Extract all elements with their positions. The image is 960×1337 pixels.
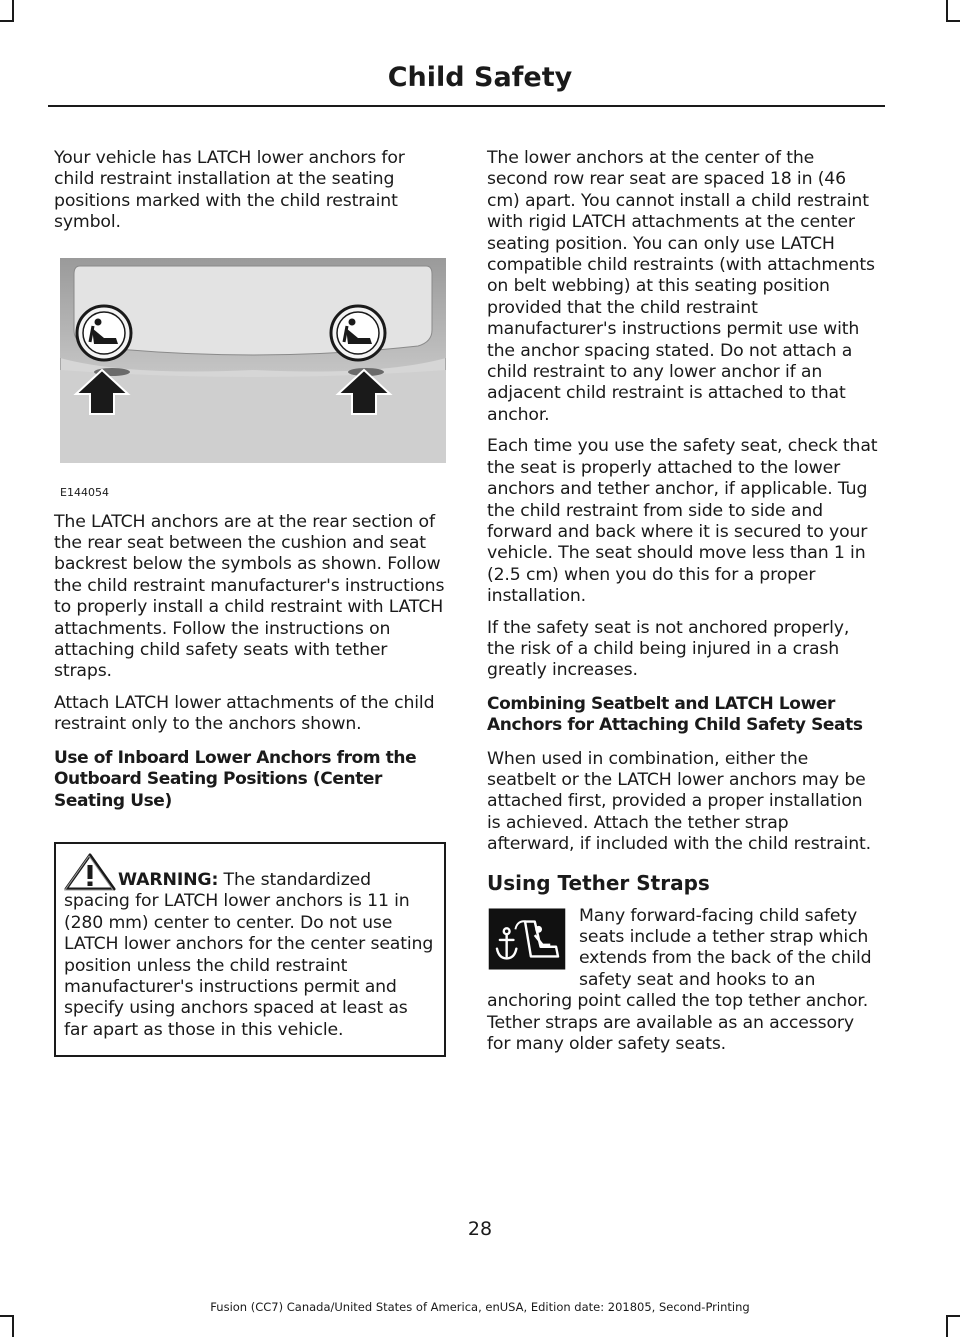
crop-mark: [12, 1315, 14, 1337]
figure-code: E144054: [60, 485, 109, 499]
tether-anchor-icon: [487, 908, 567, 970]
crop-mark: [946, 1315, 948, 1337]
center-anchors-paragraph: The lower anchors at the center of the second row rear seat are spaced 18 in (46 cm) apart. You cannot install a child restraint with rigid LATCH attachments at the center seating position. You can only use LATCH compatible child restraints (with attachments on belt webbing) at this seating position provided that the child restraint manufacturer's instructions permit use with the anchor spacing stated. Do not attach a child restraint to any lower anchor if an adjacent child restraint is attached to that anchor.: [487, 148, 875, 425]
risk-paragraph: If the safety seat is not anchored properly, the risk of a child being injured in a crash greatly increases.: [487, 617, 850, 681]
warning-label: WARNING:: [118, 869, 219, 890]
crop-mark: [946, 0, 948, 22]
right-column: [487, 148, 879, 1065]
inboard-anchors-heading: Use of Inboard Lower Anchors from the Outboard Seating Positions (Center Seating Use): [54, 747, 417, 811]
page-title: Child Safety: [387, 62, 573, 93]
crop-mark: [0, 1315, 14, 1317]
warning-box: [54, 842, 446, 1057]
header-divider: [48, 105, 885, 107]
footer-edition: Fusion (CC7) Canada/United States of America, enUSA, Edition date: 201805, Second-Printing: [210, 1300, 750, 1314]
crop-mark: [12, 0, 14, 22]
latch-location-paragraph: The LATCH anchors are at the rear section of the rear seat between the cushion and seat backrest below the symbols as shown. Follow the child restraint manufacturer's instructions to properly install a child restraint with LATCH attachments. Follow the instructions on attaching child safety seats with tether straps.: [54, 511, 445, 682]
latch-anchor-illustration: [60, 258, 446, 463]
tether-section: [487, 906, 879, 1056]
child-seat-icon: [77, 306, 131, 360]
warning-triangle-icon: [64, 853, 116, 891]
warning-text: The standardized spacing for LATCH lower anchors is 11 in (280 mm) center to center. Do not use LATCH lower anchors for the center seating position unless the child restraint manufacturer's instructions permit and specify using anchors spaced at least as far apart as those in this vehicle.: [64, 869, 434, 1040]
attach-paragraph: Attach LATCH lower attachments of the child restraint only to the anchors shown.: [54, 692, 435, 735]
crop-mark: [946, 1315, 960, 1317]
check-seat-paragraph: Each time you use the safety seat, check that the seat is properly attached to the lower anchors and tether anchor, if applicable. Tug the child restraint from side to side and forward and back where it is secured to your vehicle. The seat should move less than 1 in (2.5 cm) when you do this for a proper installation.: [487, 436, 878, 607]
combination-paragraph: When used in combination, either the seatbelt or the LATCH lower anchors may be attached first, provided a proper installation is achieved. Attach the tether strap afterward, if included with the child restraint.: [487, 748, 871, 855]
crop-mark: [946, 20, 960, 22]
tether-straps-heading: Using Tether Straps: [487, 870, 710, 895]
left-column: [54, 148, 446, 1057]
combining-heading: Combining Seatbelt and LATCH Lower Anchors for Attaching Child Safety Seats: [487, 693, 863, 736]
page-number: 28: [467, 1218, 493, 1240]
child-seat-icon: [331, 306, 385, 360]
crop-mark: [0, 20, 14, 22]
latch-anchor-figure: [54, 258, 446, 498]
intro-paragraph: Your vehicle has LATCH lower anchors for child restraint installation at the seating positions marked with the child restraint symbol.: [54, 148, 405, 233]
warning-text-block: [64, 870, 436, 1041]
tether-paragraph: Many forward-facing child safety seats include a tether strap which extends from the back of the child safety seat and hooks to an anchoring point called the top tether anchor. Tether straps are available as an accessory for many older safety seats.: [487, 905, 872, 1055]
